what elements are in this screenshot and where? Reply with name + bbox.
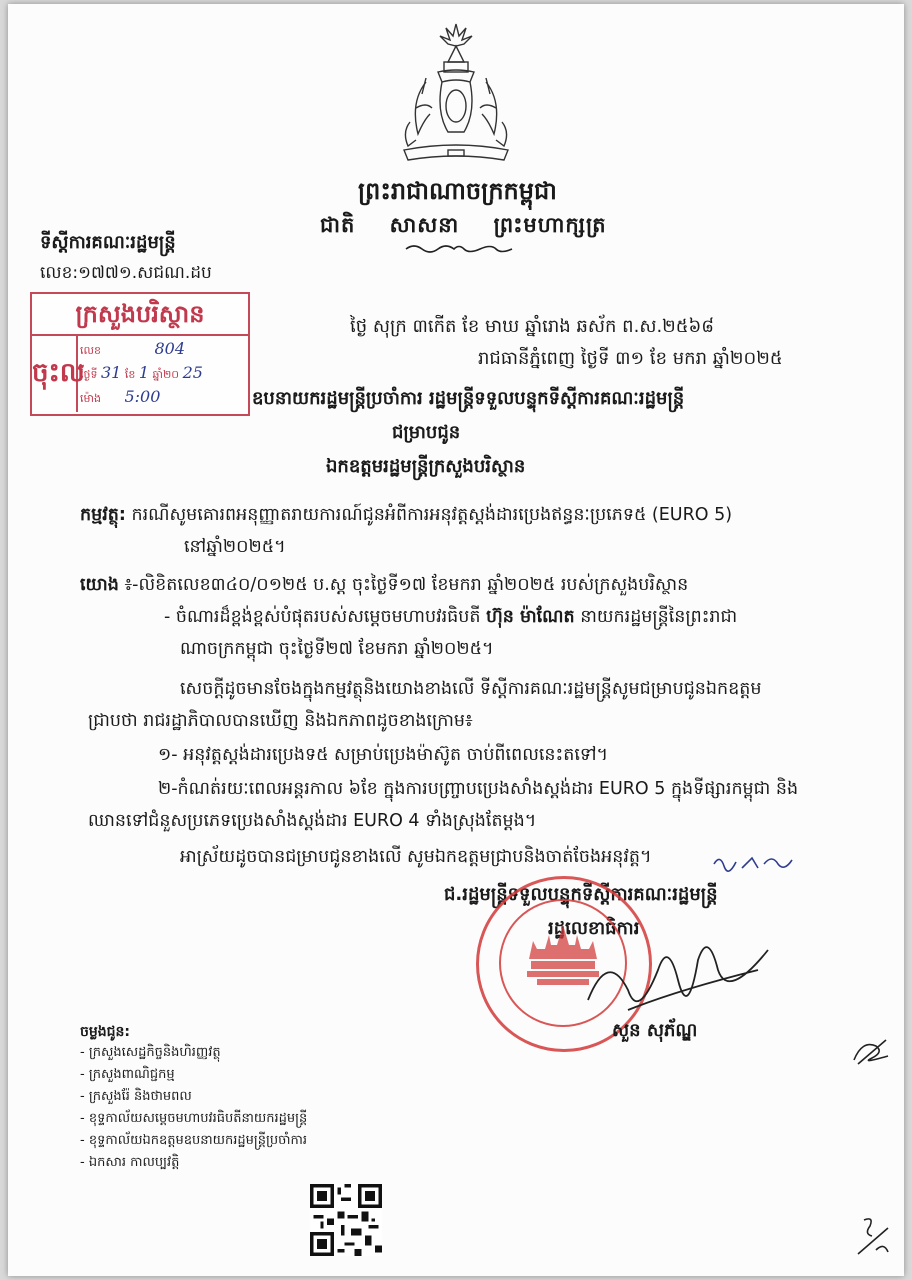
reference-line-3: ណាចក្រកម្ពុជា ចុះថ្ងៃទី២៧ ខែមករា ឆ្នាំ២០២៥។ — [180, 639, 494, 659]
received-stamp — [30, 292, 250, 416]
stamp-number-value: 804 — [154, 339, 185, 358]
addressee-line-2: ជម្រាបជូន — [392, 422, 461, 443]
page-number-mark — [854, 1214, 894, 1260]
cc-item: - ខុទ្ទកាល័យឯកឧត្តមឧបនាយករដ្ឋមន្ត្រីប្រចាំការ — [80, 1133, 307, 1148]
subject-line-1 — [80, 498, 732, 532]
closing-sentence: អាស្រ័យដូចបានជម្រាបជូនខាងលើ សូមឯកឧត្តមជ្រាបនិងចាត់ចែងអនុវត្ត។ — [180, 847, 652, 867]
stamp-year-label: ឆ្នាំ២០ — [152, 368, 180, 381]
body-para-1-line-1: សេចក្ដីដូចមានចែងក្នុងកម្មវត្ថុនិងយោងខាងលើ ទីស្ដីការគណៈរដ្ឋមន្ត្រីសូមជម្រាបជូនឯកឧត្តម — [180, 679, 762, 699]
qr-code — [310, 1184, 382, 1256]
motto-king: ព្រះមហាក្សត្រ — [493, 213, 607, 237]
stamp-month-label: ខែ — [124, 368, 136, 381]
reference-number: លេខ:១៧៧១.សជណ.ដប — [40, 263, 212, 283]
reference-item-2-text: - ចំណារដ៏ខ្ពង់ខ្ពស់បំផុតរបស់សម្ដេចមហាបវរធិបតី — [164, 607, 487, 627]
kingdom-title: ព្រះរាជាណាចក្រកម្ពុជា — [358, 177, 557, 205]
body-item-2-line-2: ឈានទៅជំនួសប្រភេទប្រេងសាំងស្តង់ដារ EURO 4 ទាំងស្រុងតែម្តង។ — [88, 811, 537, 831]
stamp-month-value: 1 — [138, 363, 149, 382]
cc-item: - ក្រសួងពាណិជ្ជកម្ម — [80, 1067, 175, 1082]
stamp-row-date — [80, 362, 244, 384]
stamp-day-label: ថ្ងៃទី — [80, 368, 98, 381]
stamp-number-label: លេខ — [80, 344, 101, 357]
stamp-year-value: 25 — [182, 363, 203, 382]
cc-item: - ក្រសួងសេដ្ឋកិច្ចនិងហិរញ្ញវត្ថុ — [80, 1045, 221, 1060]
subject-line-2: នៅឆ្នាំ២០២៥។ — [184, 537, 286, 557]
stamp-day-value: 31 — [100, 363, 122, 382]
signature-title-line-1: ជ.រដ្ឋមន្ត្រីទទួលបន្ទុកទីស្ដីការគណៈរដ្ឋមន្ត្រី — [444, 884, 718, 905]
stamp-ministry-title: ក្រសួងបរិស្ថាន — [32, 294, 248, 336]
national-motto — [320, 212, 633, 243]
stamp-row-time — [80, 386, 244, 408]
initials-handwriting — [712, 850, 796, 876]
signature-title-line-2: រដ្ឋលេខាធិការ — [548, 918, 640, 939]
issuing-office: ទីស្ដីការគណៈរដ្ឋមន្ត្រី — [40, 232, 176, 253]
cc-title: ចម្លងជូន: — [80, 1024, 131, 1040]
lunar-date: ថ្ងៃ សុក្រ ៣កើត ខែ មាឃ ឆ្នាំរោង ឆស័ក ព.ស.២៥៦៨ — [350, 316, 715, 337]
reference-line-1 — [80, 568, 688, 602]
signatory-name: សួន សុភ័ណ្ឌ — [612, 1020, 698, 1041]
document-page — [8, 4, 904, 1276]
body-item-1: ១- អនុវត្តស្តង់ដារប្រេងទ៥ សម្រាប់ប្រេងម៉ាស៊ូត ចាប់ពីពេលនេះតទៅ។ — [158, 745, 609, 765]
stamp-time-value: 5:00 — [124, 387, 161, 406]
reference-item-1: ៖-លិខិតលេខ៣៤០/០១២៥ ប.ស្ត ចុះថ្ងៃទី១៧ ខែមករា ឆ្នាំ២០២៥ របស់ក្រសួងបរិស្ថាន — [124, 575, 689, 595]
reference-label: យោង — [80, 575, 119, 595]
ornament-divider — [404, 242, 514, 256]
cc-item: - ឯកសារ កាលប្បវត្តិ — [80, 1155, 180, 1170]
reference-item-2-text-b: នាយករដ្ឋមន្ត្រីនៃព្រះរាជា — [574, 607, 738, 627]
addressee-line-3: ឯកឧត្តមរដ្ឋមន្ត្រីក្រសួងបរិស្ថាន — [326, 456, 526, 477]
cc-item: - ក្រសួងរ៉ែ និងថាមពល — [80, 1089, 192, 1104]
motto-nation: ជាតិ — [320, 213, 356, 237]
solar-date: រាជធានីភ្នំពេញ ថ្ងៃទី ៣១ ខែ មករា ឆ្នាំ២០២៥ — [478, 348, 783, 369]
addressee-line-1: ឧបនាយករដ្ឋមន្ត្រីប្រចាំការ រដ្ឋមន្ត្រីទទួលបន្ទុកទីស្ដីការគណៈរដ្ឋមន្ត្រី — [252, 388, 685, 409]
cc-item: - ខុទ្ទកាល័យសម្ដេចមហាបវរធិបតីនាយករដ្ឋមន្ត្រី — [80, 1111, 308, 1126]
subject-label: កម្មវត្ថុ: — [80, 505, 126, 525]
motto-religion: សាសនា — [389, 213, 460, 237]
royal-crest-emblem — [396, 22, 516, 170]
margin-initial-mark — [848, 1034, 894, 1070]
reference-line-2 — [164, 600, 737, 634]
stamp-side-label: ចុះល — [32, 334, 78, 412]
stamp-time-label: ម៉ោង — [80, 392, 101, 405]
body-item-2-line-1: ២-កំណត់រយៈពេលអន្តរកាល ៦ខែ ក្នុងការបញ្ច្រាបប្រេងសាំងស្តង់ដារ EURO 5 ក្នុងទីផ្សារកម្ពុជា និង — [158, 779, 799, 799]
reference-item-2-name: ហ៊ុន ម៉ាណែត — [486, 607, 575, 627]
stamp-row-number — [80, 338, 244, 360]
body-para-1-line-2: ជ្រាបថា រាជរដ្ឋាភិបាលបានឃើញ និងឯកភាពដូចខាងក្រោម៖ — [88, 711, 473, 731]
subject-text: ករណីសូមគោរពអនុញ្ញាតរាយការណ៍ជូនអំពីការអនុវត្តស្តង់ដារប្រេងឥន្ធនៈប្រភេទ៥ (EURO 5) — [131, 505, 733, 525]
